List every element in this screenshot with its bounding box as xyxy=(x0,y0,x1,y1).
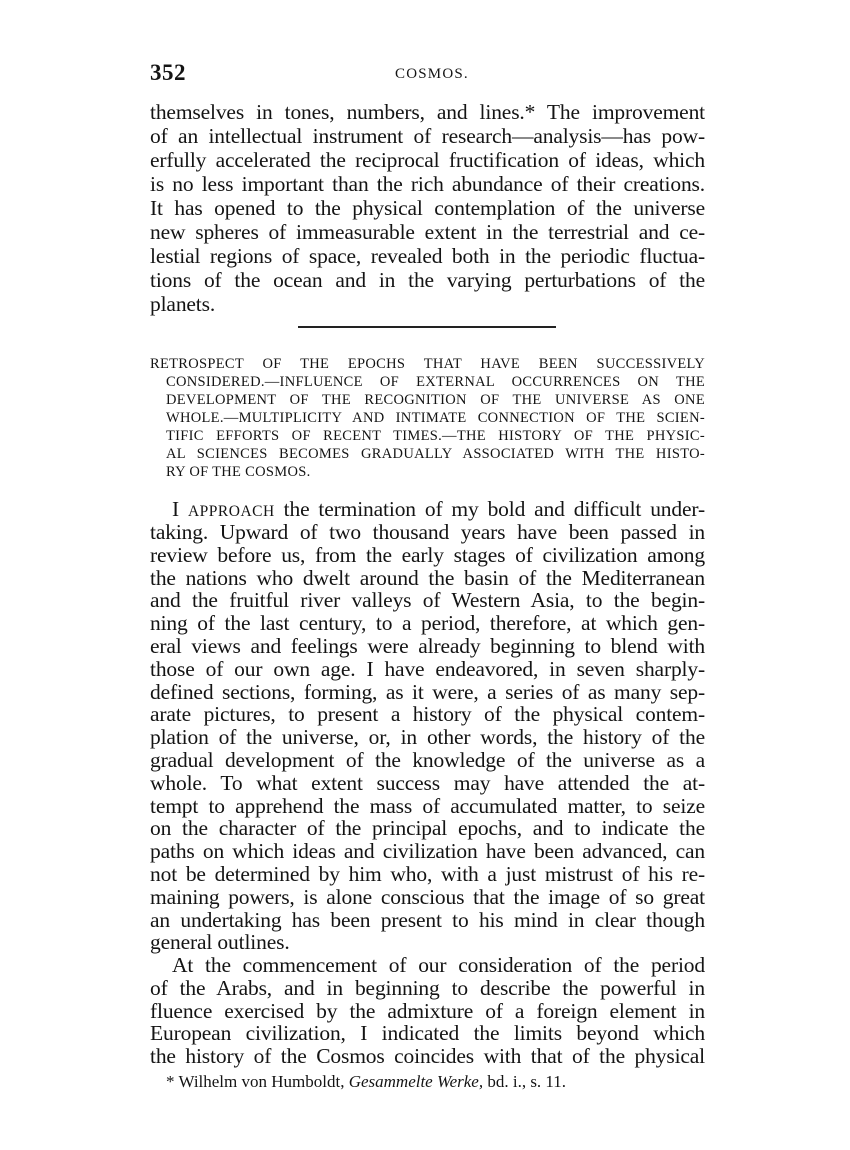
footnote-title: Gesammelte Werke, xyxy=(348,1072,484,1091)
paragraph-line: paths on which ideas and civilization have been advanced, can xyxy=(150,839,705,864)
paragraph-line: of the Arabs, and in beginning to describe the powerful in xyxy=(150,975,705,1000)
paragraph-line: erfully accelerated the reciprocal fructification of ideas, which xyxy=(150,148,705,172)
summary-line: WHOLE.—MULTIPLICITY AND INTIMATE CONNECTION OF THE SCIEN- xyxy=(166,410,705,426)
footnote-rest: bd. i., s. 11. xyxy=(487,1072,567,1091)
paragraph-line: plation of the universe, or, in other words, the history of the xyxy=(150,725,705,750)
footnote xyxy=(166,1072,705,1092)
summary-line: RETROSPECT OF THE EPOCHS THAT HAVE BEEN SUCCESSIVELY xyxy=(150,356,705,372)
summary-line: DEVELOPMENT OF THE RECOGNITION OF THE UNIVERSE AS ONE xyxy=(166,392,705,408)
first-line-rest: the termination of my bold and difficult under- xyxy=(274,497,705,521)
paragraph-line: defined sections, forming, as it were, a series of as many sep- xyxy=(150,679,705,704)
paragraph-line: not be determined by him who, with a just mistrust of his re- xyxy=(150,862,705,886)
initial-letter: I xyxy=(172,497,180,521)
paragraph-line: fluence exercised by the admixture of a foreign element in xyxy=(150,998,705,1023)
section-divider xyxy=(298,326,556,328)
paragraph-line: whole. To what extent success may have attended the at- xyxy=(150,770,705,795)
paragraph-line: on the character of the principal epochs, and to indicate the xyxy=(150,816,705,841)
summary-line: TIFIC EFFORTS OF RECENT TIMES.—THE HISTORY OF THE PHYSIC- xyxy=(166,428,705,444)
footnote-marker: * xyxy=(166,1072,175,1091)
running-head: COSMOS. xyxy=(395,66,469,82)
paragraph-line: European civilization, I indicated the limits beyond which xyxy=(150,1021,705,1046)
page-number: 352 xyxy=(150,60,186,85)
paragraph-line: It has opened to the physical contemplation of the universe xyxy=(150,196,705,220)
small-caps-word: APPROACH xyxy=(187,503,275,520)
paragraph-line: gradual development of the knowledge of the universe as a xyxy=(150,748,705,772)
paragraph-line: taking. Upward of two thousand years have been passed in xyxy=(150,520,705,544)
paragraph-line: planets. xyxy=(150,292,216,316)
paragraph-line: lestial regions of space, revealed both in the periodic fluctua- xyxy=(150,244,705,268)
summary-line: CONSIDERED.—INFLUENCE OF EXTERNAL OCCURRENCES ON THE xyxy=(166,374,705,390)
paragraph-line: review before us, from the early stages of civilization among xyxy=(150,542,705,567)
paragraph-line: general outlines. xyxy=(150,930,290,955)
paragraph-line: arate pictures, to present a history of the physical contem- xyxy=(150,702,705,727)
footnote-author: Wilhelm von Humboldt, xyxy=(178,1072,345,1091)
page-header xyxy=(150,60,705,90)
paragraph-line: those of our own age. I have endeavored, in seven sharply- xyxy=(150,656,705,681)
paragraph-line: an undertaking has been present to his mind in clear though xyxy=(150,907,705,932)
paragraph-line: At the commencement of our consideration of the period xyxy=(172,953,705,977)
paragraph-line: maining powers, is alone conscious that the image of so great xyxy=(150,884,705,909)
summary-line: AL SCIENCES BECOMES GRADUALLY ASSOCIATED WITH THE HISTO- xyxy=(166,446,705,462)
paragraph-line: eral views and feelings were already beginning to blend with xyxy=(150,634,705,658)
paragraph-line: new spheres of immeasurable extent in the terrestrial and ce- xyxy=(150,220,705,244)
paragraph-line: tions of the ocean and in the varying perturbations of the xyxy=(150,268,705,292)
paragraph-line: ning of the last century, to a period, therefore, at which gen- xyxy=(150,611,705,636)
paragraph-line: themselves in tones, numbers, and lines.* The improvement xyxy=(150,100,705,124)
paragraph-line: and the fruitful river valleys of Western Asia, to the begin- xyxy=(150,588,705,613)
paragraph-line: the nations who dwelt around the basin of the Mediterranean xyxy=(150,565,705,590)
summary-line: RY OF THE COSMOS. xyxy=(166,464,311,480)
paragraph-line: of an intellectual instrument of research—analysis—has pow- xyxy=(150,124,705,148)
paragraph-line: is no less important than the rich abundance of their creations. xyxy=(150,172,705,196)
paragraph-line: the history of the Cosmos coincides with that of the physical xyxy=(150,1044,705,1069)
paragraph-line: tempt to apprehend the mass of accumulated matter, to seize xyxy=(150,793,705,818)
